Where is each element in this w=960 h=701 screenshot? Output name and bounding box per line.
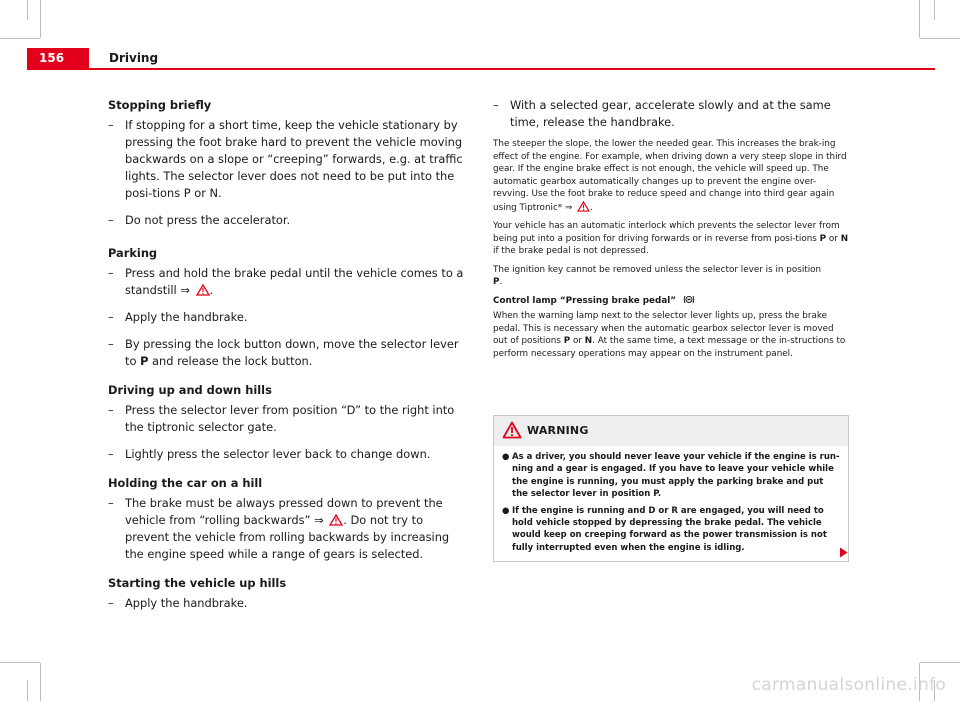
step-text: By pressing the lock button down, move the selector lever to	[125, 337, 459, 368]
warning-triangle-icon	[502, 421, 522, 439]
crop-mark	[27, 0, 28, 20]
bullet-text: As a driver, you should never leave your vehicle if the engine is run-ning and a gear is engaged. If you have to leave your vehicle while the engine is running, you must apply the parking brake and put the selector lever in position P.	[512, 452, 840, 500]
crop-mark	[920, 662, 960, 663]
step-text: Do not press the accelerator.	[125, 213, 291, 227]
crop-mark	[40, 0, 41, 38]
step-text: With a selected gear, accelerate slowly and at the same time, release the handbrake.	[510, 98, 831, 129]
gear-label: N	[584, 336, 593, 346]
step-text: Lightly press the selector lever back to change down.	[125, 447, 431, 461]
warning-triangle-icon[interactable]	[329, 514, 343, 526]
left-column	[108, 97, 464, 622]
gear-label: P	[563, 336, 571, 346]
crop-mark	[920, 38, 960, 39]
list-item: – Lightly press the selector lever back to change down.	[108, 447, 431, 461]
warning-triangle-icon[interactable]	[577, 201, 590, 212]
list-item: – Press and hold the brake pedal until the vehicle comes to a standstill ⇒ .	[108, 266, 464, 297]
heading-hills: Driving up and down hills	[108, 383, 272, 397]
paragraph: The steeper the slope, the lower the needed gear. This increases the brak-ing effect of the engine. For example, when driving down a very steep slope in third gear. If the engine brake effect is not enough, the vehicle will speed up. The automatic gearbox automatically changes up to prevent the engine over-revving. Use the foot brake to reduce speed and change into third gear again using Tiptronic* ⇒ .	[493, 139, 847, 213]
brake-pedal-lamp-icon	[683, 295, 695, 304]
step-text: Press and hold the brake pedal until the vehicle comes to a standstill ⇒	[125, 266, 464, 297]
crop-mark	[0, 662, 40, 663]
heading-holding: Holding the car on a hill	[108, 476, 263, 490]
list-item: ● If the engine is running and D or R are engaged, you will need to hold vehicle stopped by depressing the brake pedal. The vehicle would keep on creeping forward as the power transmission is not fully interrupted even when the engine is idling.	[502, 505, 827, 553]
gear-label: P	[493, 277, 500, 287]
step-text: and release the lock button.	[152, 354, 313, 368]
list-item: – Apply the handbrake.	[108, 596, 248, 610]
list-item: ● As a driver, you should never leave your vehicle if the engine is run-ning and a gear is engaged. If you have to leave your vehicle while the engine is running, you must apply the parking brake and put the selector lever in position P.	[502, 452, 840, 500]
crop-mark	[27, 680, 28, 701]
list-item: – Do not press the accelerator.	[108, 213, 291, 227]
gear-label: N	[840, 233, 849, 244]
heading-stopping: Stopping briefly	[108, 98, 212, 112]
bullet-text: If the engine is running and D or R are engaged, you will need to hold vehicle stopped by depressing the brake pedal. The vehicle would keep on creeping forward as the power transmission is not fully interrupted even when the engine is idling.	[512, 505, 827, 553]
header-rule	[27, 68, 935, 70]
crop-mark	[0, 38, 40, 39]
gear-label: P	[819, 233, 827, 244]
step-text: . Do not try to prevent the vehicle from rolling backwards by increasing the engine speed while a range of gears is selected.	[125, 513, 450, 561]
right-column	[493, 97, 849, 366]
paragraph	[493, 220, 849, 258]
paragraph-text: if the brake pedal is not depressed.	[493, 246, 649, 256]
step-text: Press the selector lever from position “D” to the right into the tiptronic selector gate.	[125, 403, 455, 434]
step-text: Apply the handbrake.	[125, 310, 248, 324]
section-title: Driving	[109, 51, 159, 65]
paragraph-text: or	[828, 233, 838, 244]
step-text: Apply the handbrake.	[125, 596, 248, 610]
heading-starting: Starting the vehicle up hills	[108, 576, 287, 590]
warning-body	[494, 446, 848, 554]
list-item: – The brake must be always pressed down to prevent the vehicle from “rolling backwards” ⇒ . Do not try to prevent the vehicle from rolling backwards by increasing the engine speed while a range of gears is selected.	[108, 496, 450, 561]
paragraph-text: . At the same time, a text message or the in-structions to perform necessary operations may appear on the instrument panel.	[493, 336, 846, 359]
continue-arrow-icon[interactable]	[839, 547, 848, 558]
heading-parking: Parking	[108, 246, 158, 260]
crop-mark	[919, 0, 920, 38]
warning-triangle-icon[interactable]	[196, 284, 210, 296]
gear-label: P	[140, 354, 149, 368]
warning-title: WARNING	[527, 424, 589, 437]
paragraph: The ignition key cannot be removed unless the selector lever is in position P.	[493, 264, 822, 287]
paragraph-text: Your vehicle has an automatic interlock which prevents the selector lever from being put into a position for driving forwards or in reverse from posi-tions	[493, 221, 840, 244]
list-item: – With a selected gear, accelerate slowly and at the same time, release the handbrake.	[493, 98, 831, 129]
paragraph-text: The ignition key cannot be removed unless the selector lever is in position	[493, 264, 822, 275]
paragraph-text: When the warning lamp next to the selector lever lights up, press the brake pedal. This is necessary when the automatic gearbox selector lever is moved out of positions	[493, 311, 834, 346]
crop-mark	[934, 0, 935, 20]
paragraph-text: The steeper the slope, the lower the needed gear. This increases the brak-ing effect of the engine. For example, when driving down a very steep slope in third gear. If the engine brake effect is not enough, the vehicle will speed up. The automatic gearbox automatically changes up to prevent the engine over-revving. Use the foot brake to reduce speed and change into third gear again using Tiptronic* ⇒	[493, 139, 847, 213]
crop-mark	[40, 663, 41, 701]
heading-text: Control lamp “Pressing brake pedal”	[493, 295, 677, 306]
step-text: If stopping for a short time, keep the vehicle stationary by pressing the foot brake hard to prevent the vehicle moving backwards on a slope or “creeping” forwards, e.g. at traffic lights. The selector lever does not need to be put into the posi-tions P or N.	[125, 118, 463, 200]
page-number: 156	[27, 48, 89, 69]
step-text: The brake must be always pressed down to prevent the vehicle from “rolling backwards” ⇒	[125, 496, 443, 527]
list-item: – By pressing the lock button down, move the selector lever to P and release the lock button.	[108, 337, 459, 368]
list-item: – Apply the handbrake.	[108, 310, 248, 324]
list-item: – Press the selector lever from position “D” to the right into the tiptronic selector gate.	[108, 403, 455, 434]
watermark: carmanualsonline.info	[751, 675, 946, 695]
paragraph: When the warning lamp next to the selector lever lights up, press the brake pedal. This is necessary when the automatic gearbox selector lever is moved out of positions P or N. At the same time, a text message or the in-structions to perform necessary operations may appear on the instrument panel.	[493, 311, 846, 359]
list-item: – If stopping for a short time, keep the vehicle stationary by pressing the foot brake hard to prevent the vehicle moving backwards on a slope or “creeping” forwards, e.g. at traffic lights. The selector lever does not need to be put into the posi-tions P or N.	[108, 118, 463, 200]
warning-header	[494, 416, 848, 446]
control-lamp-heading	[493, 295, 849, 308]
warning-box	[493, 415, 849, 562]
